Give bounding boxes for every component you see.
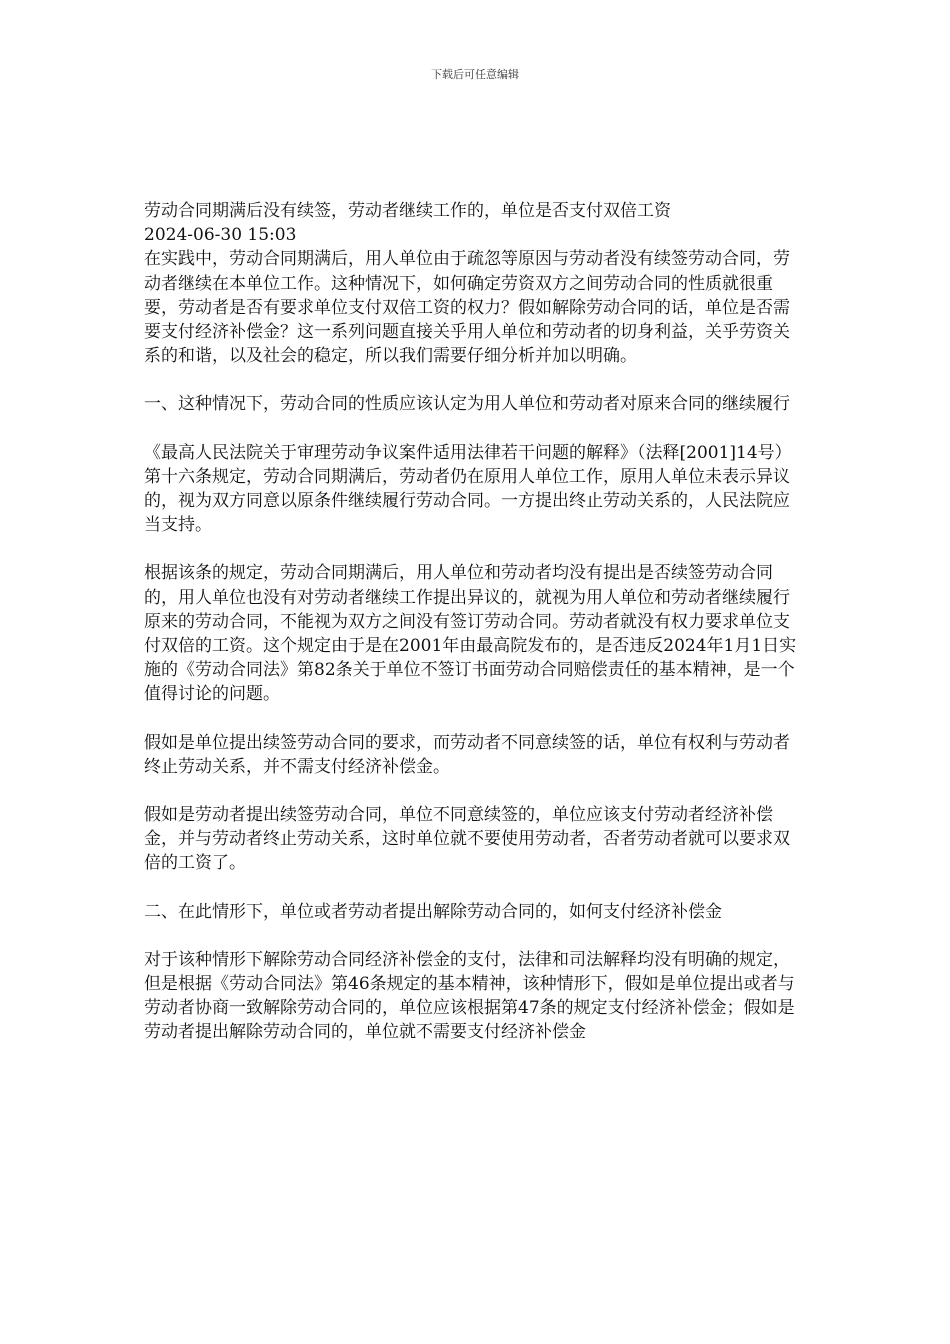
section-heading-2: 二、在此情形下，单位或者劳动者提出解除劳动合同的，如何支付经济补偿金	[144, 901, 722, 922]
article-paragraph: 根据该条的规定，劳动合同期满后，用人单位和劳动者均没有提出是否续签劳动合同的，用人单位也没有对劳动者继续工作提出异议的，就视为用人单位和劳动者继续履行原来的劳动合同，不能视为双方之间没有签订劳动合同。劳动者就没有权力要求单位支付双倍的工资。这个规定由于是在2001年由最高院发布的，是否违反2024年1月1日实施的《劳动合同法》第82条关于单位不签订书面劳动合同赔偿责任的基本精神，是一个值得讨论的问题。	[144, 563, 797, 705]
section-heading-1: 一、这种情况下，劳动合同的性质应该认定为用人单位和劳动者对原来合同的继续履行	[144, 394, 790, 415]
header-note: 下载后可任意编辑	[431, 68, 519, 81]
article-paragraph: 假如是单位提出续签劳动合同的要求，而劳动者不同意续签的话，单位有权利与劳动者终止劳动关系，并不需支付经济补偿金。	[144, 732, 790, 777]
article-paragraph: 对于该种情形下解除劳动合同经济补偿金的支付，法律和司法解释均没有明确的规定，但是根据《劳动合同法》第46条规定的基本精神，该种情形下，假如是单位提出或者与劳动者协商一致解除劳动合同的，单位应该根据第47条的规定支付经济补偿金；假如是劳动者提出解除劳动合同的，单位就不需要支付经济补偿金	[144, 949, 795, 1043]
article-paragraph: 《最高人民法院关于审理劳动争议案件适用法律若干问题的解释》（法释[2001]14号）第十六条规定，劳动合同期满后，劳动者仍在原用人单位工作，原用人单位未表示异议的，视为双方同意以原条件继续履行劳动合同。一方提出终止劳动关系的，人民法院应当支持。	[144, 442, 792, 536]
article-body	[144, 199, 806, 1045]
article-title: 劳动合同期满后没有续签，劳动者继续工作的，单位是否支付双倍工资	[144, 201, 671, 221]
article-paragraph: 在实践中，劳动合同期满后，用人单位由于疏忽等原因与劳动者没有续签劳动合同，劳动者继续在本单位工作。这种情况下，如何确定劳资双方之间劳动合同的性质就很重要，劳动者是否有要求单位支付双倍工资的权力？假如解除劳动合同的话，单位是否需要支付经济补偿金？这一系列问题直接关乎用人单位和劳动者的切身利益，关乎劳资关系的和谐，以及社会的稳定，所以我们需要仔细分析并加以明确。	[144, 249, 790, 367]
article-date: 2024-06-30 15:03	[144, 225, 297, 246]
article-paragraph: 假如是劳动者提出续签劳动合同，单位不同意续签的，单位应该支付劳动者经济补偿金，并与劳动者终止劳动关系，这时单位就不要使用劳动者，否者劳动者就可以要求双倍的工资了。	[144, 805, 790, 874]
